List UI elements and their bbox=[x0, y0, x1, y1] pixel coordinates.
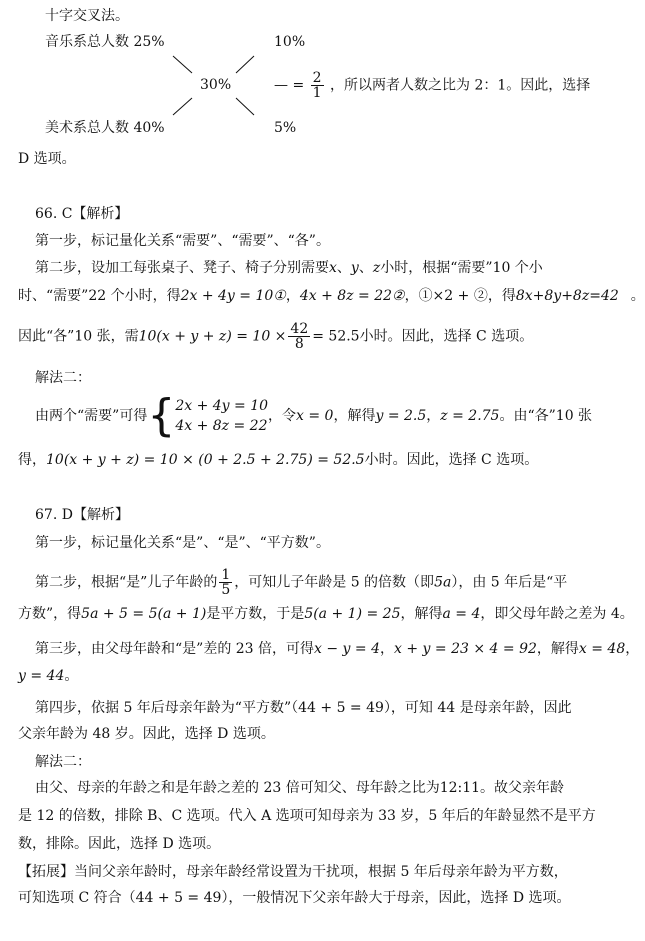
q66-step2-line1 bbox=[35, 258, 543, 278]
eq-y: y = 2.5 bbox=[375, 408, 427, 424]
q66-step1: 第一步，标记量化关系“需要”、“需要”、“各”。 bbox=[35, 233, 330, 249]
q67-heading: 67. D【解析】 bbox=[35, 507, 129, 523]
cross-line-tr bbox=[236, 56, 254, 73]
eq4: x − y = 4 bbox=[314, 641, 381, 657]
sep: ， bbox=[380, 641, 395, 657]
ratio-line bbox=[274, 71, 590, 100]
text: 得， bbox=[18, 452, 46, 468]
text: ，得 bbox=[487, 288, 516, 304]
eq-e: 10(x + y + z) = 10 × bbox=[138, 328, 287, 345]
eq-z: z = 2.75 bbox=[440, 408, 500, 424]
right-bottom-value: 5% bbox=[274, 120, 297, 136]
text: 第四步，依据 5 年后母亲年龄为“平方数”（ bbox=[35, 700, 299, 716]
sys-eq1: 2x + 4y = 10 bbox=[175, 398, 269, 414]
text: ），一般情况下父亲年龄大于母亲，因此，选择 D 选项。 bbox=[221, 890, 571, 906]
eq-d: 8x+8y+8z=42 bbox=[515, 288, 619, 304]
ratio-fraction bbox=[311, 71, 324, 100]
text: 由两个“需要”可得 bbox=[35, 408, 148, 424]
sep: ， bbox=[426, 408, 441, 424]
center-value: 30% bbox=[200, 77, 232, 93]
q67-step1: 第一步，标记量化关系“是”、“是”、“平方数”。 bbox=[35, 535, 330, 551]
sep: ， bbox=[625, 641, 640, 657]
text: ，解得 bbox=[400, 606, 443, 622]
ext-eq: 44 + 5 = 49 bbox=[135, 890, 222, 906]
text: 第二步，根据“是”儿子年龄的 bbox=[35, 574, 218, 591]
q67-extension-line1: 【拓展】当问父亲年龄时，母亲年龄经常设置为干扰项，根据 5 年后母亲年龄为平方数， bbox=[18, 864, 568, 880]
eq-let: x = 0 bbox=[296, 408, 334, 424]
frac-den: 1 bbox=[312, 85, 322, 101]
eq8: 44 + 5 = 49 bbox=[298, 700, 384, 716]
var-x: x bbox=[329, 260, 337, 276]
q66-step2-line2 bbox=[18, 286, 645, 306]
cross-conclusion: D 选项。 bbox=[18, 151, 76, 167]
sep: 、 bbox=[358, 260, 373, 276]
sep: 、 bbox=[336, 260, 351, 276]
q66-heading: 66. C【解析】 bbox=[35, 206, 129, 222]
text: ，解得 bbox=[333, 408, 376, 424]
q67-step3-line2 bbox=[18, 666, 78, 686]
text: 。 bbox=[64, 668, 79, 684]
text: ，解得 bbox=[536, 641, 579, 657]
eq2: 5(a + 1) = 25 bbox=[304, 606, 401, 622]
text: ，即父母年龄之差为 4。 bbox=[480, 606, 634, 622]
var-5a: 5a bbox=[434, 574, 452, 591]
alt-eq: 10(x + y + z) = 10 × (0 + 2.5 + 2.75) = 52.5 bbox=[46, 452, 365, 468]
q67-step2-line2 bbox=[18, 604, 634, 624]
frac-den: 5 bbox=[221, 582, 231, 598]
fraction-42-8 bbox=[288, 322, 310, 351]
sep: ， bbox=[404, 288, 419, 304]
text: 。由“各”10 张 bbox=[499, 408, 593, 424]
text: 第二步，设加工每张桌子、凳子、椅子分别需要 bbox=[35, 260, 329, 276]
dash: — bbox=[274, 77, 288, 94]
q67-alt-line1: 由父、母亲的年龄之和是年龄之差的 23 倍可知父、母年龄之比为12:11。故父亲年龄 bbox=[35, 780, 565, 796]
frac-den: 8 bbox=[294, 336, 304, 352]
cross-line-br bbox=[236, 98, 254, 115]
q67-extension-line2 bbox=[18, 888, 571, 908]
text: 时、“需要”22 个小时，得 bbox=[18, 288, 181, 304]
eq3: a = 4 bbox=[442, 606, 481, 622]
var-y: y bbox=[350, 260, 359, 276]
var-z: z bbox=[372, 260, 381, 276]
equals: = bbox=[292, 77, 305, 94]
q67-step3-line1 bbox=[35, 639, 639, 659]
q67-alt-line3: 数，排除。因此，选择 D 选项。 bbox=[18, 836, 221, 852]
sep: ， bbox=[285, 288, 300, 304]
frac-num: 2 bbox=[312, 70, 322, 86]
fraction-1-5 bbox=[219, 568, 232, 597]
text: ），由 5 年后是“平 bbox=[451, 574, 568, 591]
q67-step2-line1 bbox=[35, 568, 567, 597]
sys-eq2: 4x + 8z = 22 bbox=[175, 418, 268, 434]
cross-line-bl bbox=[173, 98, 192, 115]
eq-c: ①×2 + ② bbox=[418, 288, 488, 304]
ratio-text: ，所以两者人数之比为 2：1。因此，选择 bbox=[330, 77, 591, 94]
text: 是平方数，于是 bbox=[206, 606, 305, 622]
text: 小时。因此，选择 C 选项。 bbox=[364, 452, 539, 468]
eq-b: 4x + 8z = 22② bbox=[299, 288, 405, 304]
music-dept-label: 音乐系总人数 25% bbox=[45, 34, 165, 50]
q67-alt-title: 解法二： bbox=[35, 754, 91, 770]
q66-step2-line3 bbox=[18, 322, 533, 351]
q67-alt-line2: 是 12 的倍数，排除 B、C 选项。代入 A 选项可知母亲为 33 岁，5 年后的年龄显然不是平方 bbox=[18, 808, 596, 824]
text: 因此“各”10 张，需 bbox=[18, 328, 139, 345]
q66-alt-line1 bbox=[35, 390, 593, 441]
text: 小时。因此，选择 C 选项。 bbox=[359, 328, 534, 345]
q66-alt-line2 bbox=[18, 450, 538, 470]
text: 第三步，由父母年龄和“是”差的 23 倍，可得 bbox=[35, 641, 315, 657]
eq-f: = 52.5 bbox=[312, 328, 360, 345]
eq1: 5a + 5 = 5(a + 1) bbox=[81, 606, 207, 622]
frac-num: 42 bbox=[290, 321, 309, 337]
text: ），可知 44 是母亲年龄，因此 bbox=[383, 700, 572, 716]
q67-step4-line2: 父亲年龄为 48 岁。因此，选择 D 选项。 bbox=[18, 726, 275, 742]
left-brace: { bbox=[147, 390, 176, 441]
eq7: y = 44 bbox=[18, 668, 65, 684]
text: 可知选项 C 符合（ bbox=[18, 890, 136, 906]
frac-num: 1 bbox=[221, 567, 231, 583]
q67-step4-line1 bbox=[35, 698, 572, 718]
eq5: x + y = 23 × 4 = 92 bbox=[394, 641, 537, 657]
text: 。 bbox=[630, 288, 645, 304]
equation-system bbox=[175, 396, 268, 436]
text: 方数”，得 bbox=[18, 606, 82, 622]
eq-a: 2x + 4y = 10① bbox=[180, 288, 286, 304]
method-title: 十字交叉法。 bbox=[45, 8, 129, 24]
art-dept-label: 美术系总人数 40% bbox=[45, 120, 165, 136]
text: ，令 bbox=[268, 408, 297, 424]
text: ，可知儿子年龄是 5 的倍数（即 bbox=[234, 574, 435, 591]
right-top-value: 10% bbox=[274, 34, 306, 50]
q66-alt-title: 解法二： bbox=[35, 370, 91, 386]
eq6: x = 48 bbox=[578, 641, 626, 657]
text: 小时，根据“需要”10 个小 bbox=[380, 260, 543, 276]
cross-line-tl bbox=[173, 56, 192, 73]
